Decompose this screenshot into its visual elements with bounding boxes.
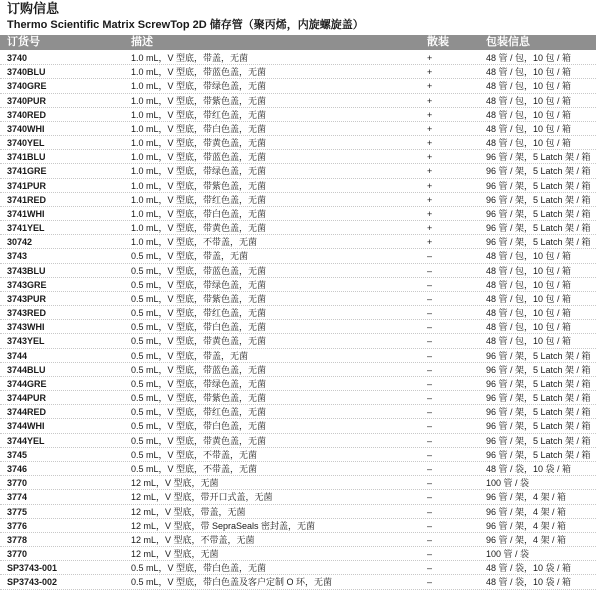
cell-packaging: 48 管 / 包，10 包 / 箱	[486, 81, 572, 92]
cell-packaging: 96 管 / 架，5 Latch 架 / 箱	[486, 435, 591, 446]
cell-bulk: –	[427, 308, 433, 319]
page-title: 订购信息	[7, 1, 60, 16]
cell-packaging: 48 管 / 袋，10 袋 / 箱	[486, 577, 572, 588]
cell-bulk: –	[427, 463, 433, 474]
cell-description: 0.5 mL，V 型底，带紫色盖，无菌	[131, 393, 267, 404]
table-row	[0, 136, 596, 150]
cell-catalog-number: 3744	[7, 350, 28, 361]
cell-catalog-number: SP3743-002	[7, 577, 58, 588]
cell-description: 0.5 mL，V 型底，带白色盖，无菌	[131, 421, 267, 432]
cell-bulk: +	[427, 109, 433, 120]
cell-description: 1.0 mL，V 型底，带黄色盖，无菌	[131, 138, 267, 149]
cell-catalog-number: 3741BLU	[7, 152, 46, 163]
table-row	[0, 363, 596, 377]
cell-bulk: –	[427, 577, 433, 588]
cell-description: 12 mL，V 型底，不带盖，无菌	[131, 534, 255, 545]
table-row	[0, 490, 596, 504]
cell-description: 1.0 mL，V 型底，不带盖，无菌	[131, 237, 258, 248]
cell-bulk: –	[427, 549, 433, 560]
cell-bulk: +	[427, 81, 433, 92]
cell-description: 1.0 mL，V 型底，带白色盖，无菌	[131, 123, 267, 134]
table-row	[0, 221, 596, 235]
cell-packaging: 48 管 / 袋，10 袋 / 箱	[486, 463, 572, 474]
cell-catalog-number: 3741WHI	[7, 208, 45, 219]
cell-catalog-number: 3741YEL	[7, 223, 45, 234]
cell-bulk: –	[427, 492, 433, 503]
cell-bulk: –	[427, 336, 433, 347]
cell-catalog-number: 3743RED	[7, 308, 47, 319]
cell-description: 1.0 mL，V 型底，带红色盖，无菌	[131, 109, 267, 120]
cell-packaging: 100 管 / 袋	[486, 478, 530, 489]
cell-description: 0.5 mL，V 型底，带白色盖及客户定制 O 环，无菌	[131, 577, 333, 588]
cell-packaging: 48 管 / 包，10 包 / 箱	[486, 293, 572, 304]
table-body	[0, 51, 596, 590]
table-row	[0, 434, 596, 448]
cell-description: 12 mL，V 型底，带开口式盖，无菌	[131, 492, 273, 503]
table-header	[0, 35, 596, 50]
cell-packaging: 96 管 / 架，5 Latch 架 / 箱	[486, 350, 591, 361]
cell-description: 1.0 mL，V 型底，带白色盖，无菌	[131, 208, 267, 219]
table-row	[0, 349, 596, 363]
cell-packaging: 48 管 / 包，10 包 / 箱	[486, 322, 572, 333]
cell-catalog-number: 3740	[7, 53, 28, 63]
table-row	[0, 334, 596, 348]
cell-packaging: 96 管 / 架，4 架 / 箱	[486, 520, 567, 531]
product-subtitle: Thermo Scientific Matrix ScrewTop 2D 储存管（聚丙烯，内旋螺旋盖）	[7, 19, 364, 31]
cell-description: 0.5 mL，V 型底，不带盖，无菌	[131, 449, 258, 460]
cell-catalog-number: 3744WHI	[7, 421, 45, 432]
table-row	[0, 65, 596, 79]
cell-description: 0.5 mL，V 型底，带紫色盖，无菌	[131, 293, 267, 304]
cell-packaging: 48 管 / 包，10 包 / 箱	[486, 95, 572, 106]
cell-packaging: 48 管 / 包，10 包 / 箱	[486, 109, 572, 120]
table-row	[0, 448, 596, 462]
cell-bulk: +	[427, 237, 433, 248]
cell-description: 0.5 mL，V 型底，带白色盖，无菌	[131, 563, 267, 574]
cell-catalog-number: 3770	[7, 549, 28, 560]
cell-catalog-number: 3743BLU	[7, 265, 46, 276]
table-row	[0, 320, 596, 334]
cell-description: 0.5 mL，V 型底，带黄色盖，无菌	[131, 336, 267, 347]
cell-packaging: 96 管 / 架，4 架 / 箱	[486, 492, 567, 503]
table-row	[0, 150, 596, 164]
table-row	[0, 108, 596, 122]
cell-bulk: –	[427, 265, 433, 276]
cell-description: 1.0 mL，V 型底，带蓝色盖，无菌	[131, 67, 267, 78]
cell-packaging: 96 管 / 架，5 Latch 架 / 箱	[486, 407, 591, 418]
cell-description: 12 mL，V 型底，带 SepraSeals 密封盖，无菌	[131, 520, 316, 531]
cell-packaging: 48 管 / 包，10 包 / 箱	[486, 138, 572, 149]
cell-bulk: –	[427, 293, 433, 304]
cell-packaging: 48 管 / 包，10 包 / 箱	[486, 308, 572, 319]
cell-bulk: +	[427, 123, 433, 134]
cell-description: 0.5 mL，V 型底，带红色盖，无菌	[131, 407, 267, 418]
cell-description: 1.0 mL，V 型底，带红色盖，无菌	[131, 194, 267, 205]
cell-bulk: –	[427, 364, 433, 375]
cell-bulk: +	[427, 208, 433, 219]
cell-bulk: +	[427, 223, 433, 234]
cell-catalog-number: 3778	[7, 534, 28, 545]
cell-catalog-number: 3740RED	[7, 109, 47, 120]
header-bulk: 散装	[427, 36, 449, 48]
header-packaging: 包装信息	[486, 36, 530, 48]
cell-description: 1.0 mL，V 型底，带绿色盖，无菌	[131, 166, 267, 177]
cell-description: 1.0 mL，V 型底，带盖，无菌	[131, 53, 249, 63]
cell-bulk: –	[427, 407, 433, 418]
cell-description: 1.0 mL，V 型底，带蓝色盖，无菌	[131, 152, 267, 163]
table-row	[0, 264, 596, 278]
cell-catalog-number: 3740PUR	[7, 95, 47, 106]
cell-bulk: +	[427, 152, 433, 163]
cell-catalog-number: 3740BLU	[7, 67, 46, 78]
cell-packaging: 96 管 / 架，5 Latch 架 / 箱	[486, 152, 591, 163]
cell-catalog-number: 3740YEL	[7, 138, 45, 149]
cell-catalog-number: 3770	[7, 478, 28, 489]
table-row	[0, 79, 596, 93]
cell-packaging: 96 管 / 架，5 Latch 架 / 箱	[486, 237, 591, 248]
header-description: 描述	[131, 36, 153, 48]
cell-catalog-number: 3743WHI	[7, 322, 45, 333]
table-row	[0, 249, 596, 263]
table-row	[0, 51, 596, 65]
cell-description: 0.5 mL，V 型底，带绿色盖，无菌	[131, 378, 267, 389]
cell-packaging: 48 管 / 包，10 包 / 箱	[486, 123, 572, 134]
table-row	[0, 505, 596, 519]
table-row	[0, 193, 596, 207]
cell-description: 0.5 mL，V 型底，带黄色盖，无菌	[131, 435, 267, 446]
table-row	[0, 547, 596, 561]
table-row	[0, 419, 596, 433]
cell-bulk: +	[427, 95, 433, 106]
table-row	[0, 292, 596, 306]
cell-catalog-number: SP3743-001	[7, 563, 58, 574]
table-row	[0, 533, 596, 547]
cell-catalog-number: 3741RED	[7, 194, 47, 205]
cell-description: 0.5 mL，V 型底，带白色盖，无菌	[131, 322, 267, 333]
table-row	[0, 575, 596, 589]
cell-description: 0.5 mL，V 型底，带盖，无菌	[131, 251, 249, 262]
cell-packaging: 48 管 / 包，10 包 / 箱	[486, 265, 572, 276]
cell-description: 1.0 mL，V 型底，带黄色盖，无菌	[131, 223, 267, 234]
cell-catalog-number: 3744PUR	[7, 393, 47, 404]
table-row	[0, 405, 596, 419]
table-row	[0, 476, 596, 490]
cell-bulk: –	[427, 435, 433, 446]
cell-bulk: –	[427, 322, 433, 333]
cell-packaging: 96 管 / 架，4 架 / 箱	[486, 534, 567, 545]
cell-catalog-number: 3744GRE	[7, 378, 47, 389]
cell-description: 1.0 mL，V 型底，带绿色盖，无菌	[131, 81, 267, 92]
cell-description: 1.0 mL，V 型底，带紫色盖，无菌	[131, 180, 267, 191]
cell-catalog-number: 3745	[7, 449, 28, 460]
cell-bulk: –	[427, 506, 433, 517]
cell-packaging: 96 管 / 架，5 Latch 架 / 箱	[486, 364, 591, 375]
table-row	[0, 377, 596, 391]
table-row	[0, 207, 596, 221]
cell-bulk: –	[427, 563, 433, 574]
cell-catalog-number: 3741GRE	[7, 166, 47, 177]
cell-packaging: 96 管 / 架，5 Latch 架 / 箱	[486, 166, 591, 177]
cell-catalog-number: 3741PUR	[7, 180, 47, 191]
cell-bulk: +	[427, 67, 433, 78]
table-row	[0, 519, 596, 533]
cell-description: 0.5 mL，V 型底，带红色盖，无菌	[131, 308, 267, 319]
cell-packaging: 96 管 / 架，5 Latch 架 / 箱	[486, 421, 591, 432]
table-row	[0, 462, 596, 476]
cell-bulk: +	[427, 138, 433, 149]
cell-description: 12 mL，V 型底，无菌	[131, 549, 219, 560]
cell-bulk: +	[427, 194, 433, 205]
cell-catalog-number: 3775	[7, 506, 28, 517]
table-row	[0, 94, 596, 108]
cell-packaging: 96 管 / 架，5 Latch 架 / 箱	[486, 208, 591, 219]
cell-description: 0.5 mL，V 型底，带蓝色盖，无菌	[131, 364, 267, 375]
cell-packaging: 48 管 / 包，10 包 / 箱	[486, 67, 572, 78]
cell-bulk: –	[427, 478, 433, 489]
cell-catalog-number: 3744BLU	[7, 364, 46, 375]
cell-catalog-number: 3744RED	[7, 407, 47, 418]
table-row	[0, 561, 596, 575]
cell-packaging: 48 管 / 包，10 包 / 箱	[486, 336, 572, 347]
cell-bulk: –	[427, 421, 433, 432]
cell-bulk: –	[427, 251, 433, 262]
cell-bulk: –	[427, 520, 433, 531]
table-row	[0, 391, 596, 405]
cell-packaging: 96 管 / 架，5 Latch 架 / 箱	[486, 194, 591, 205]
cell-bulk: –	[427, 350, 433, 361]
cell-packaging: 48 管 / 包，10 包 / 箱	[486, 279, 572, 290]
table-row	[0, 278, 596, 292]
cell-description: 1.0 mL，V 型底，带紫色盖，无菌	[131, 95, 267, 106]
cell-packaging: 48 管 / 包，10 包 / 箱	[486, 251, 572, 262]
cell-description: 0.5 mL，V 型底，带蓝色盖，无菌	[131, 265, 267, 276]
cell-bulk: –	[427, 534, 433, 545]
cell-packaging: 96 管 / 架，5 Latch 架 / 箱	[486, 378, 591, 389]
cell-description: 12 mL，V 型底，带盖，无菌	[131, 506, 246, 517]
table-row	[0, 164, 596, 178]
cell-catalog-number: 3743PUR	[7, 293, 47, 304]
cell-bulk: –	[427, 378, 433, 389]
cell-packaging: 96 管 / 架，5 Latch 架 / 箱	[486, 180, 591, 191]
cell-packaging: 48 管 / 包，10 包 / 箱	[486, 53, 572, 63]
cell-bulk: –	[427, 393, 433, 404]
cell-packaging: 96 管 / 架，5 Latch 架 / 箱	[486, 223, 591, 234]
cell-catalog-number: 3743	[7, 251, 28, 262]
cell-description: 0.5 mL，V 型底，不带盖，无菌	[131, 463, 258, 474]
cell-packaging: 96 管 / 架，4 架 / 箱	[486, 506, 567, 517]
table-row	[0, 235, 596, 249]
cell-packaging: 100 管 / 袋	[486, 549, 530, 560]
cell-description: 12 mL，V 型底，无菌	[131, 478, 219, 489]
cell-packaging: 96 管 / 架，5 Latch 架 / 箱	[486, 393, 591, 404]
cell-catalog-number: 30742	[7, 237, 33, 248]
cell-bulk: +	[427, 53, 433, 63]
cell-packaging: 48 管 / 袋，10 袋 / 箱	[486, 563, 572, 574]
cell-packaging: 96 管 / 架，5 Latch 架 / 箱	[486, 449, 591, 460]
cell-catalog-number: 3744YEL	[7, 435, 45, 446]
cell-bulk: –	[427, 279, 433, 290]
cell-bulk: +	[427, 180, 433, 191]
table-row	[0, 179, 596, 193]
cell-catalog-number: 3740GRE	[7, 81, 47, 92]
cell-catalog-number: 3743YEL	[7, 336, 45, 347]
cell-catalog-number: 3746	[7, 463, 28, 474]
cell-catalog-number: 3740WHI	[7, 123, 45, 134]
cell-catalog-number: 3776	[7, 520, 28, 531]
cell-bulk: +	[427, 166, 433, 177]
cell-catalog-number: 3774	[7, 492, 28, 503]
cell-description: 0.5 mL，V 型底，带绿色盖，无菌	[131, 279, 267, 290]
table-row	[0, 306, 596, 320]
cell-catalog-number: 3743GRE	[7, 279, 47, 290]
cell-bulk: –	[427, 449, 433, 460]
table-row	[0, 122, 596, 136]
cell-description: 0.5 mL，V 型底，带盖，无菌	[131, 350, 249, 361]
header-catalog-number: 订货号	[7, 36, 40, 48]
